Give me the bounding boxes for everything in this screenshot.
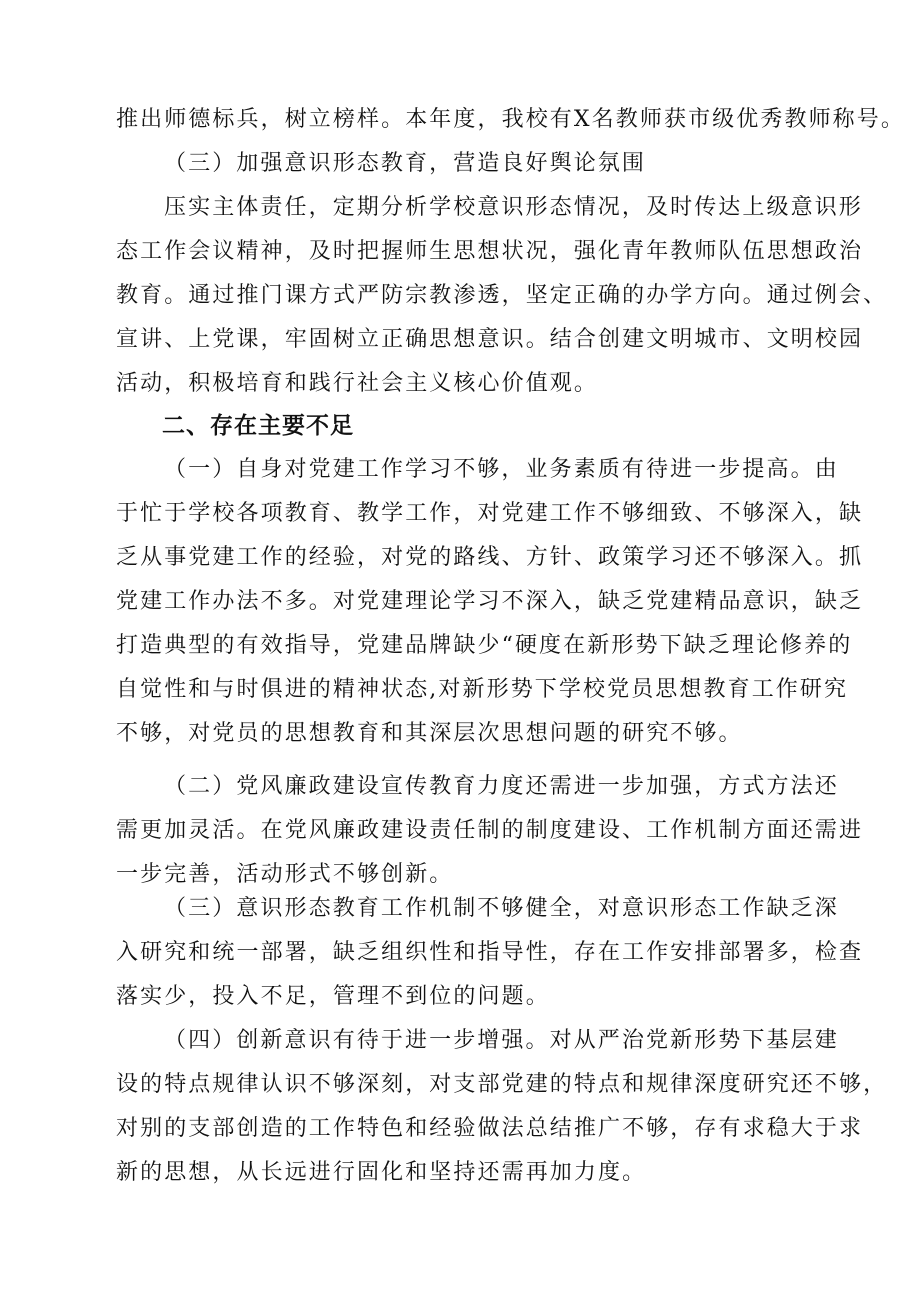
paragraph-line: 一步完善，活动形式不够创新。 [116,862,454,887]
paragraph-line: 不够，对党员的思想教育和其深层次思想问题的研究不够。 [116,721,743,746]
paragraph-line: （二）党风廉政建设宣传教育力度还需进一步加强，方式方法还 [164,774,839,799]
paragraph-line: 压实主体责任，定期分析学校意识形态情况，及时传达上级意识形 [164,195,863,220]
paragraph-line: 需更加灵活。在党风廉政建设责任制的制度建设、工作机制方面还需进 [116,818,864,843]
paragraph-line: （四）创新意识有待于进一步增强。对从严治党新形势下基层建 [164,1028,839,1053]
paragraph-line: （三）意识形态教育工作机制不够健全，对意识形态工作缺乏深 [164,896,839,921]
paragraph-line: （一）自身对党建工作学习不够，业务素质有待进一步提高。由 [164,457,839,482]
paragraph-line: 于忙于学校各项教育、教学工作，对党建工作不够细致、不够深入，缺 [116,501,864,526]
section-heading: 二、存在主要不足 [162,413,354,439]
paragraph-line: 打造典型的有效指导，党建品牌缺少“硬度在新形势下缺乏理论修养的 [116,633,853,658]
paragraph-line: 落实少，投入不足，管理不到位的问题。 [116,984,550,1009]
paragraph-line: 宣讲、上党课，牢固树立正确思想意识。结合创建文明城市、文明校园 [116,327,864,352]
paragraph-line: 设的特点规律认识不够深刻，对支部党建的特点和规律深度研究还不够， [116,1072,888,1097]
paragraph-line: 入研究和统一部署，缺乏组织性和指导性，存在工作安排部署多，检查 [116,940,864,965]
paragraph-line: 教育。通过推门课方式严防宗教渗透，坚定正确的办学方向。通过例会、 [116,283,888,308]
paragraph-line: 新的思想，从长远进行固化和坚持还需再加力度。 [116,1160,647,1185]
paragraph-line: 乏从事党建工作的经验，对党的路线、方针、政策学习还不够深入。抓 [116,545,864,570]
paragraph-line: 党建工作办法不多。对党建理论学习不深入，缺乏党建精品意识，缺乏 [116,589,864,614]
paragraph-line: 推出师德标兵，树立榜样。本年度，我校有X名教师获市级优秀教师称号。 [116,107,905,132]
paragraph-line: 态工作会议精神，及时把握师生思想状况，强化青年教师队伍思想政治 [116,239,864,264]
paragraph-line: 对别的支部创造的工作特色和经验做法总结推广不够，存有求稳大于求 [116,1116,864,1141]
subheading-line: （三）加强意识形态教育，营造良好舆论氛围 [164,151,647,176]
paragraph-line: 活动，积极培育和践行社会主义核心价值观。 [116,371,599,396]
paragraph-line: 自觉性和与时俱进的精神状态,对新形势下学校党员思想教育工作研究 [116,677,849,702]
